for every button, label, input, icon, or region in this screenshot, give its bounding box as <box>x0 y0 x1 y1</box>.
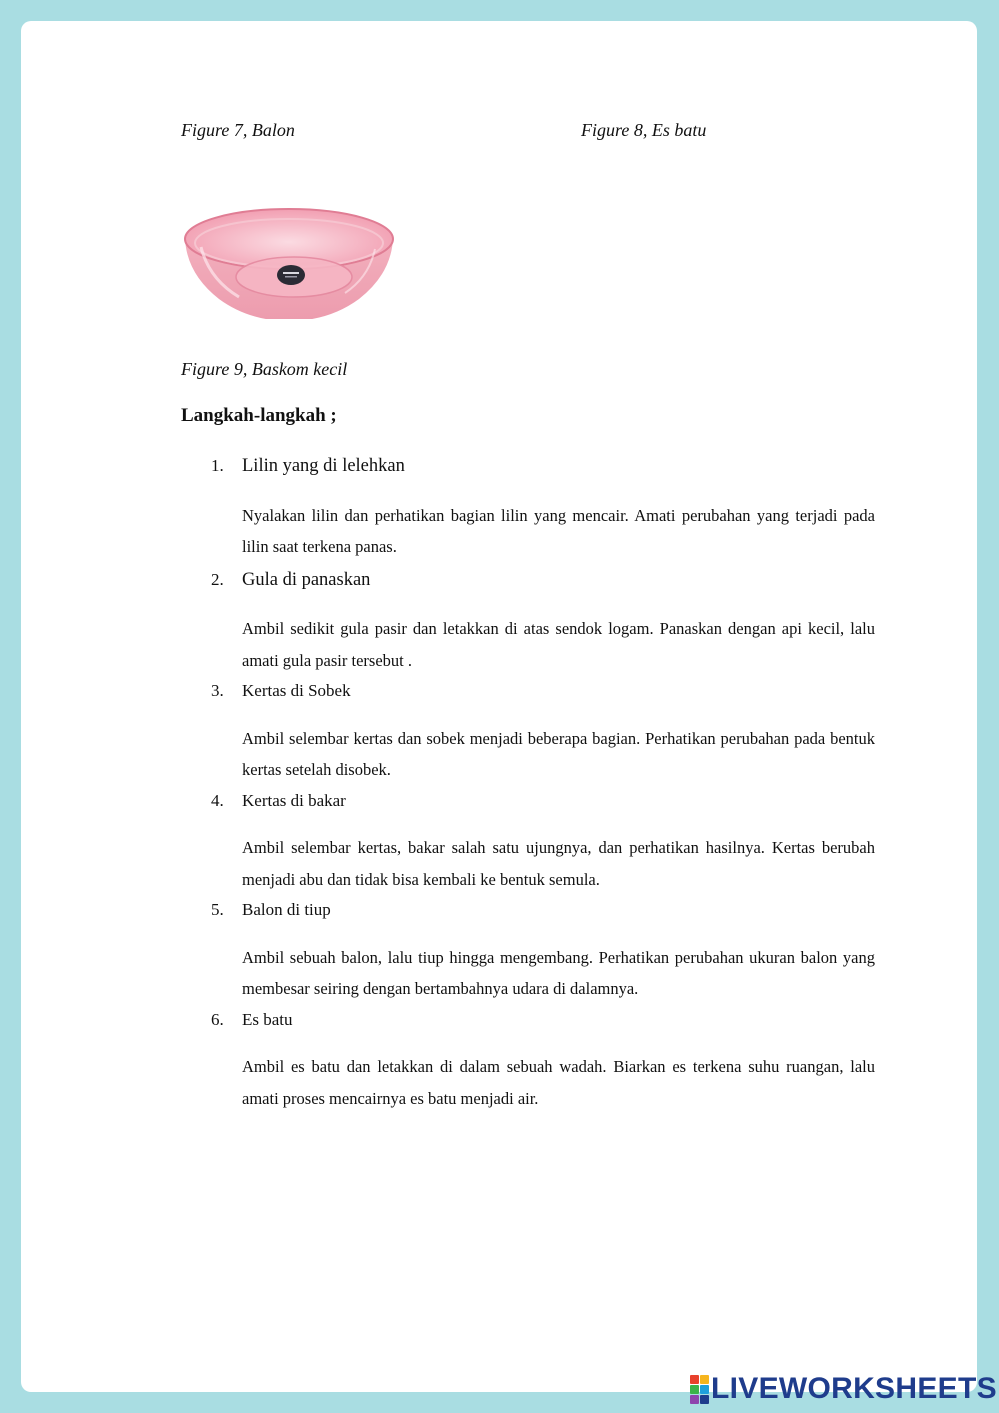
logo-square <box>690 1375 699 1384</box>
basin-image <box>179 189 399 319</box>
step-description: Ambil selembar kertas, bakar salah satu ujungnya, dan perhatikan hasilnya. Kertas berubah menjadi abu dan tidak bisa kembali ke bentuk semula. <box>242 838 875 889</box>
liveworksheets-logo-text: LIVEWORKSHEETS <box>711 1372 997 1405</box>
step-item <box>201 1005 875 1115</box>
step-number: 3. <box>211 681 224 700</box>
logo-square <box>700 1375 709 1384</box>
step-item <box>201 449 875 563</box>
worksheet-page <box>21 21 977 1392</box>
step-title: Lilin yang di lelehkan <box>242 456 405 476</box>
step-title: Gula di panaskan <box>242 569 371 590</box>
step-description: Ambil es batu dan letakkan di dalam sebuah wadah. Biarkan es terkena suhu ruangan, lalu amati proses mencairnya es batu menjadi air. <box>242 1057 875 1108</box>
step-title: Kertas di bakar <box>242 790 346 810</box>
step-number: 5. <box>211 900 224 919</box>
step-description: Ambil sedikit gula pasir dan letakkan di atas sendok logam. Panaskan dengan api kecil, lalu amati gula pasir tersebut . <box>242 619 875 670</box>
logo-square <box>690 1395 699 1404</box>
figure-8-caption: Figure 8, Es batu <box>581 120 707 140</box>
logo-square <box>690 1385 699 1394</box>
step-description: Ambil selembar kertas dan sobek menjadi beberapa bagian. Perhatikan perubahan pada bentuk kertas setelah disobek. <box>242 728 875 779</box>
logo-square <box>700 1385 709 1394</box>
logo-square <box>700 1395 709 1404</box>
step-number: 2. <box>211 569 224 589</box>
figure-7-caption: Figure 7, Balon <box>181 120 295 140</box>
step-number: 6. <box>211 1009 224 1029</box>
steps-heading: Langkah-langkah ; <box>181 405 337 426</box>
steps-list <box>201 449 875 1114</box>
step-item <box>201 895 875 1005</box>
step-description: Nyalakan lilin dan perhatikan bagian lilin yang mencair. Amati perubahan yang terjadi pada lilin saat terkena panas. <box>242 505 875 556</box>
liveworksheets-logo[interactable] <box>690 1372 997 1406</box>
step-title: Balon di tiup <box>242 900 331 919</box>
step-item <box>201 676 875 786</box>
step-title: Kertas di Sobek <box>242 681 351 700</box>
step-number: 1. <box>211 456 224 475</box>
step-number: 4. <box>211 790 224 810</box>
step-item <box>201 563 875 677</box>
step-title: Es batu <box>242 1009 293 1029</box>
liveworksheets-logo-icon <box>690 1375 709 1404</box>
figure-9-caption: Figure 9, Baskom kecil <box>181 359 348 379</box>
step-description: Ambil sebuah balon, lalu tiup hingga mengembang. Perhatikan perubahan ukuran balon yang membesar seiring dengan bertambahnya udara di dalamnya. <box>242 947 875 998</box>
step-item <box>201 786 875 896</box>
